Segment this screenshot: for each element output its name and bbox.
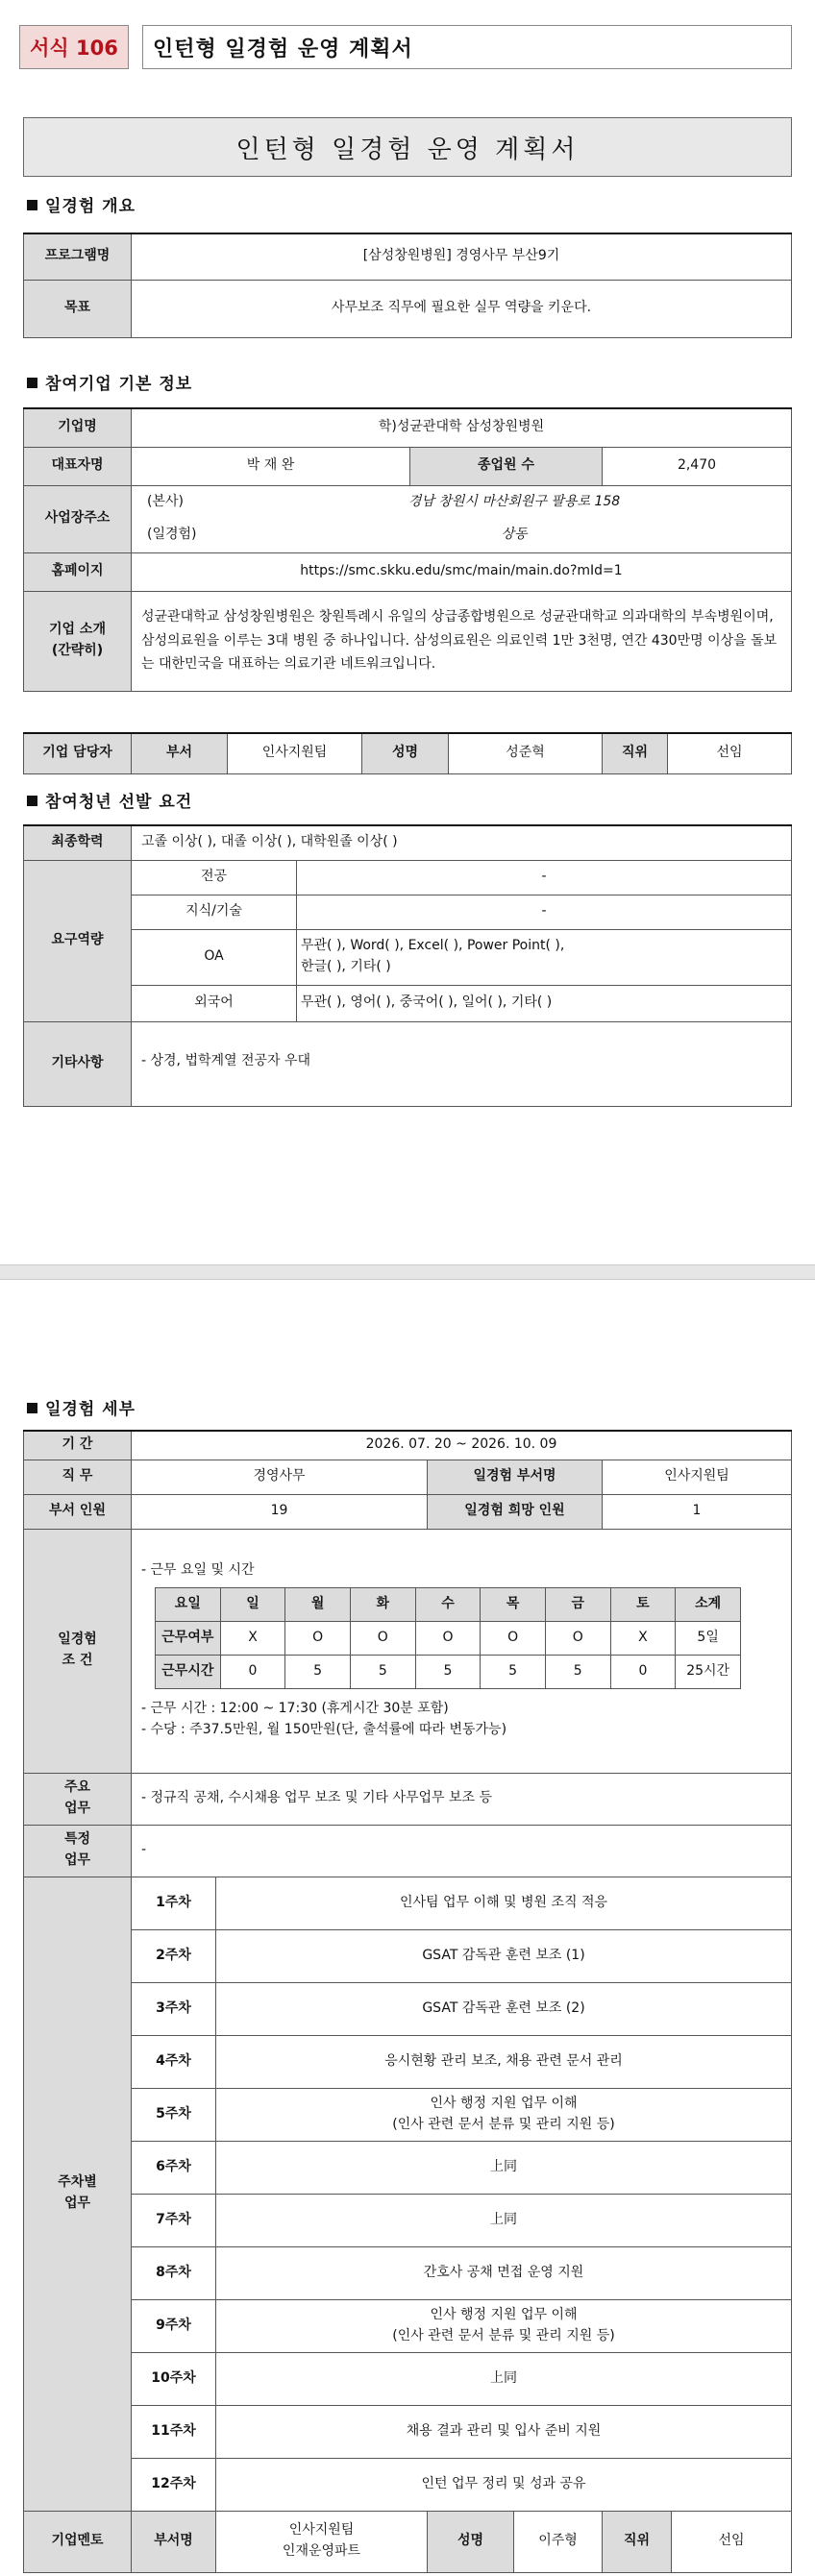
form-code-badge: 서식 106 [19, 25, 129, 69]
schedule-cell: 0 [220, 1656, 285, 1689]
week-task [216, 2035, 792, 2088]
schedule-cell: X [220, 1622, 285, 1656]
week-row [24, 2194, 792, 2246]
schedule-cell: 0 [610, 1656, 676, 1689]
week-task [216, 1982, 792, 2035]
site-label: (일경험) [147, 527, 197, 543]
week-task-line2: (인사 관련 문서 분류 및 관리 지원 등) [392, 2327, 615, 2343]
week-task-line1: 上同 [490, 2211, 517, 2227]
company-table [23, 407, 792, 692]
special-task-label-line2: 업무 [63, 1852, 91, 1868]
cond-time: - 근무 시간 : 12:00 ~ 17:30 (휴게시간 30분 포함) [141, 1701, 449, 1717]
schedule-header: 소계 [676, 1588, 741, 1622]
mentor-name-value: 이주형 [514, 2511, 603, 2572]
week-task-line1: 채용 결과 관리 및 입사 준비 지원 [406, 2422, 602, 2439]
homepage-label: 홈페이지 [24, 552, 132, 591]
homepage-value[interactable]: https://smc.skku.edu/smc/main/main.do?mId=1 [132, 552, 792, 591]
ceo-label: 대표자명 [24, 447, 132, 485]
oa-label: OA [132, 929, 297, 985]
section-title-requirements: 참여청년 선발 요건 [27, 788, 192, 812]
contact-person-label: 성명 [362, 733, 449, 773]
mentor-name-label: 성명 [428, 2511, 514, 2572]
weekly-label-line1: 주차별 [58, 2174, 97, 2191]
contact-dept-label: 부서 [132, 733, 228, 773]
period-label: 기 간 [24, 1431, 132, 1460]
detail-dept-value: 인사지원팀 [603, 1460, 792, 1494]
schedule-header: 일 [220, 1588, 285, 1622]
section-title-detail: 일경험 세부 [27, 1395, 136, 1419]
hq-value: 경남 창원시 마산회원구 팔용로 158 [408, 494, 621, 510]
special-task-value: - [132, 1825, 792, 1877]
cond-label-line2: 조 건 [62, 1653, 93, 1668]
etc-label: 기타사항 [24, 1021, 132, 1106]
week-task [216, 2246, 792, 2299]
cond-label-line1: 일경험 [58, 1631, 97, 1648]
job-label: 직 무 [24, 1460, 132, 1494]
contact-dept-value: 인사지원팀 [228, 733, 362, 773]
staff-label: 부서 인원 [24, 1494, 132, 1529]
week-task-line1: 응시현황 관리 보조, 채용 관련 문서 관리 [384, 2052, 623, 2069]
oa-value [297, 929, 792, 985]
schedule-header: 요일 [156, 1588, 221, 1622]
contact-person-value: 성준혁 [449, 733, 603, 773]
schedule-cell: 25시간 [676, 1656, 741, 1689]
hope-value: 1 [603, 1494, 792, 1529]
week-task-line1: 인턴 업무 정리 및 성과 공유 [421, 2475, 586, 2491]
schedule-header: 월 [285, 1588, 351, 1622]
week-row [24, 1982, 792, 2035]
staff-value: 19 [132, 1494, 428, 1529]
weekly-label-line2: 업무 [63, 2196, 91, 2211]
special-task-label [24, 1825, 132, 1877]
contact-table [23, 732, 792, 774]
schedule-header: 목 [481, 1588, 546, 1622]
week-task [216, 2194, 792, 2246]
week-task [216, 2088, 792, 2141]
week-row [24, 2246, 792, 2299]
hope-label: 일경험 희망 인원 [428, 1494, 603, 1529]
week-row [24, 2035, 792, 2088]
schedule-cell: 5 [481, 1656, 546, 1689]
schedule-cell: O [481, 1622, 546, 1656]
mentor-label: 기업멘토 [24, 2511, 132, 2572]
major-label: 전공 [132, 860, 297, 895]
week-row [24, 1929, 792, 1982]
intro-label-line2: (간략히) [51, 643, 104, 658]
week-number: 5주차 [132, 2088, 216, 2141]
education-label: 최종학력 [24, 825, 132, 860]
detail-table [23, 1430, 792, 2573]
education-value: 고졸 이상( ), 대졸 이상( ), 대학원졸 이상( ) [132, 825, 792, 860]
major-value: - [297, 860, 792, 895]
week-number: 4주차 [132, 2035, 216, 2088]
main-task-label-line1: 주요 [63, 1779, 91, 1796]
week-task-line1: 인사 행정 지원 업무 이해 [430, 2095, 578, 2111]
schedule-cell: O [350, 1622, 415, 1656]
detail-dept-label: 일경험 부서명 [428, 1460, 603, 1494]
week-task [216, 1929, 792, 1982]
employees-value: 2,470 [603, 447, 792, 485]
main-task-label [24, 1773, 132, 1825]
week-task-line1: 간호사 공채 면접 운영 지원 [423, 2264, 584, 2280]
week-row [24, 2352, 792, 2405]
section-title-company: 참여기업 기본 정보 [27, 370, 192, 394]
week-task-line1: GSAT 감독관 훈련 보조 (1) [422, 1947, 585, 1963]
mentor-dept-line1: 인사지원팀 [288, 2522, 355, 2539]
company-name-value: 학)성균관대학 삼성창원병원 [132, 408, 792, 447]
schedule-row-label: 근무여부 [156, 1622, 221, 1656]
week-number: 10주차 [132, 2352, 216, 2405]
schedule-cell: X [610, 1622, 676, 1656]
week-task-line2: (인사 관련 문서 분류 및 관리 지원 등) [392, 2116, 615, 2132]
section-title-overview: 일경험 개요 [27, 192, 136, 216]
company-name-label: 기업명 [24, 408, 132, 447]
job-value: 경영사무 [132, 1460, 428, 1494]
skill-value: - [297, 895, 792, 929]
lang-value: 무관( ), 영어( ), 중국어( ), 일어( ), 기타( ) [297, 985, 792, 1021]
week-task-line1: 인사 행정 지원 업무 이해 [430, 2306, 578, 2322]
week-row [24, 2088, 792, 2141]
week-task-line1: 上同 [490, 2158, 517, 2174]
week-number: 7주차 [132, 2194, 216, 2246]
form-title: 인턴형 일경험 운영 계획서 [142, 25, 792, 69]
week-task-line1: 上同 [490, 2369, 517, 2386]
etc-value: - 상경, 법학계열 전공자 우대 [132, 1021, 792, 1106]
schedule-cell: 5 [545, 1656, 610, 1689]
mentor-dept-line2: 인재운영파트 [282, 2543, 361, 2559]
cond-intro: - 근무 요일 및 시간 [141, 1562, 255, 1579]
contact-position-label: 직위 [603, 733, 668, 773]
banner-title: 인턴형 일경험 운영 계획서 [23, 117, 792, 177]
cond-pay: - 수당 : 주37.5만원, 월 150만원(단, 출석률에 따라 변동가능) [141, 1721, 507, 1737]
mentor-pos-label: 직위 [603, 2511, 672, 2572]
goal-label: 목표 [24, 280, 132, 337]
employees-label: 종업원 수 [410, 447, 603, 485]
site-value: 상동 [501, 527, 528, 543]
week-task [216, 2352, 792, 2405]
week-task [216, 2141, 792, 2194]
week-task-line1: GSAT 감독관 훈련 보조 (2) [422, 1999, 585, 2016]
schedule-cell: O [545, 1622, 610, 1656]
week-number: 2주차 [132, 1929, 216, 1982]
week-row [24, 2405, 792, 2458]
week-number: 12주차 [132, 2458, 216, 2511]
intro-text: 성균관대학교 삼성창원병원은 창원특례시 유일의 상급종합병원으로 성균관대학교 의과대학의 부속병원이며, 삼성의료원을 이루는 3대 병원 중 하나입니다. 삼성의료원은 의료인력 1만 3천명, 연간 430만명 이상을 돌보는 대한민국을 대표하는 의료기관 네트워크입니다. [132, 591, 792, 691]
week-number: 1주차 [132, 1877, 216, 1929]
requirements-table [23, 824, 792, 1107]
cond-label [24, 1529, 132, 1773]
mentor-dept-value [216, 2511, 428, 2572]
schedule-cell: 5일 [676, 1622, 741, 1656]
schedule-header: 금 [545, 1588, 610, 1622]
week-row [24, 2141, 792, 2194]
contact-position-value: 선임 [668, 733, 792, 773]
week-task-line1: 인사팀 업무 이해 및 병원 조직 적응 [399, 1894, 608, 1910]
hq-label: (본사) [147, 494, 184, 510]
week-row [24, 2299, 792, 2352]
week-number: 6주차 [132, 2141, 216, 2194]
week-row [24, 2458, 792, 2511]
schedule-header: 화 [350, 1588, 415, 1622]
schedule-header: 토 [610, 1588, 676, 1622]
week-task [216, 2458, 792, 2511]
schedule-cell: 5 [350, 1656, 415, 1689]
week-number: 8주차 [132, 2246, 216, 2299]
program-label: 프로그램명 [24, 233, 132, 280]
week-task [216, 2299, 792, 2352]
schedule-row-label: 근무시간 [156, 1656, 221, 1689]
schedule-cell: O [415, 1622, 481, 1656]
week-number: 11주차 [132, 2405, 216, 2458]
weekly-label [24, 1877, 132, 2511]
intro-label-line1: 기업 소개 [49, 622, 106, 638]
intro-label [24, 591, 132, 691]
skill-label: 지식/기술 [132, 895, 297, 929]
schedule-cell: O [285, 1622, 351, 1656]
address-label: 사업장주소 [24, 485, 132, 552]
program-value: [삼성창원병원] 경영사무 부산9기 [132, 233, 792, 280]
mentor-dept-label: 부서명 [132, 2511, 216, 2572]
schedule-header: 수 [415, 1588, 481, 1622]
ceo-value: 박 재 완 [132, 447, 410, 485]
week-task [216, 1877, 792, 1929]
week-row [24, 1877, 792, 1929]
schedule-cell: 5 [415, 1656, 481, 1689]
mentor-pos-value: 선임 [672, 2511, 792, 2572]
competency-label: 요구역량 [24, 860, 132, 1021]
special-task-label-line1: 특정 [63, 1831, 91, 1848]
page-divider [0, 1264, 815, 1280]
cond-cell [132, 1529, 792, 1773]
goal-value: 사무보조 직무에 필요한 실무 역량을 키운다. [132, 280, 792, 337]
contact-label: 기업 담당자 [24, 733, 132, 773]
main-task-label-line2: 업무 [63, 1801, 91, 1816]
address-cell [132, 485, 792, 552]
oa-value-line2: 한글( ), 기타( ) [301, 959, 391, 974]
main-task-value: - 정규직 공채, 수시채용 업무 보조 및 기타 사무업무 보조 등 [132, 1773, 792, 1825]
schedule-cell: 5 [285, 1656, 351, 1689]
week-number: 3주차 [132, 1982, 216, 2035]
schedule-table [155, 1587, 741, 1689]
period-value: 2026. 07. 20 ~ 2026. 10. 09 [132, 1431, 792, 1460]
lang-label: 외국어 [132, 985, 297, 1021]
oa-value-line1: 무관( ), Word( ), Excel( ), Power Point( ), [301, 938, 565, 954]
overview-table [23, 233, 792, 338]
week-task [216, 2405, 792, 2458]
week-number: 9주차 [132, 2299, 216, 2352]
